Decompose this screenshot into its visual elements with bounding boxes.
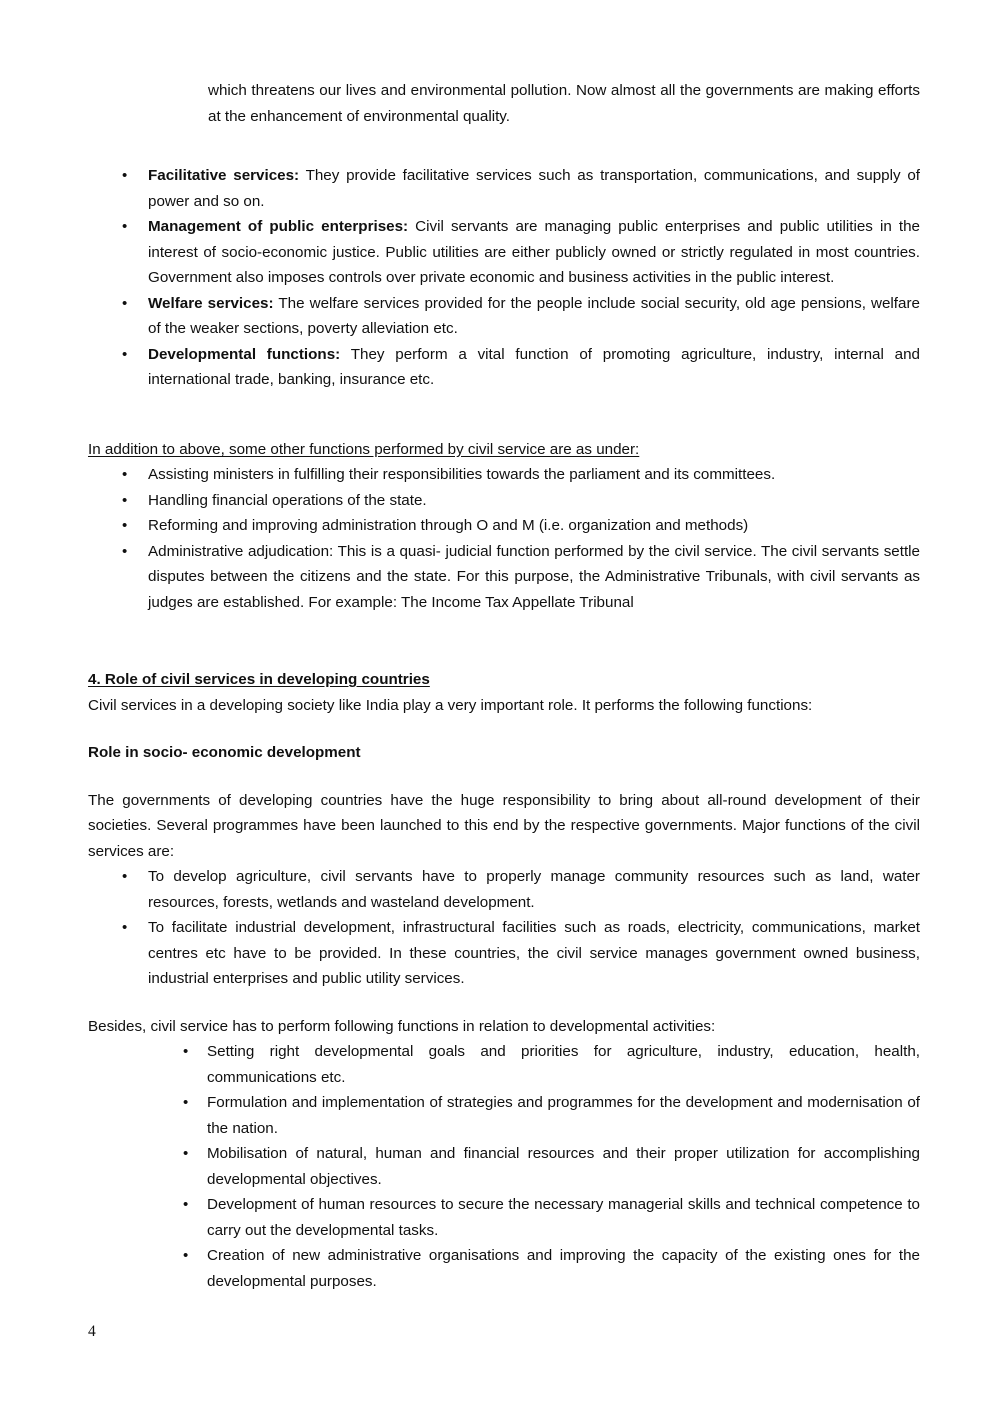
bullet-icon: • [122,542,128,560]
list-item-text: Handling financial operations of the state. [148,491,427,509]
section-intro-paragraph: Civil services in a developing society like India play a very important role. It performs the following functions: [88,696,813,714]
list-item [122,915,920,992]
bullet-icon: • [122,491,128,509]
list-item [122,488,920,514]
list-item [122,513,920,539]
list-item-text: Administrative adjudication: This is a quasi- judicial function performed by the civil service. The civil servants settle disputes between the citizens and the state. For this purpose, the Administrative Tribunals, with civil servants as judges are established. For example: The Income Tax Appellate Tribunal [148,542,920,611]
bullet-icon: • [183,1145,189,1162]
bullet-icon: • [122,218,128,235]
bullet-icon: • [183,1247,189,1264]
list-item [122,214,920,291]
page-content [88,78,920,1294]
list-item [122,462,920,488]
additional-functions-list [122,462,920,615]
list-item [183,1243,920,1294]
list-item [122,291,920,342]
subsection-paragraph: The governments of developing countries have the huge responsibility to bring about all-round development of their societies. Several programmes have been launched to this end by the respective governments. Major functions of the civil services are: [88,791,920,860]
list-item-text: Creation of new administrative organisations and improving the capacity of the existing ones for the developmental purposes. [207,1247,920,1290]
development-functions-list [122,864,920,992]
spacer [88,766,920,788]
list-item-text: The welfare services provided for the people include social security, old age pensions, welfare of the weaker sections, poverty alleviation etc. [148,294,920,337]
bullet-icon: • [122,466,128,483]
bullet-icon: • [122,868,128,885]
list-item-text: Reforming and improving administration through O and M (i.e. organization and methods) [148,517,749,534]
additional-functions-heading: In addition to above, some other functions performed by civil service are as under: [88,440,640,458]
list-item-lead: Welfare services: [148,294,274,312]
list-item [183,1090,920,1141]
section-heading: 4. Role of civil services in developing countries [88,671,430,688]
list-item [122,163,920,214]
bullet-icon: • [122,517,128,534]
subsection-heading: Role in socio- economic development [88,744,361,761]
list-item-text: Formulation and implementation of strategies and programmes for the development and modernisation of the nation. [207,1094,920,1137]
spacer [88,992,920,1014]
list-item-text: They perform a vital function of promoting agriculture, industry, internal and international trade, banking, insurance etc. [148,345,920,388]
list-item-text: Setting right developmental goals and priorities for agriculture, industry, education, health, communications etc. [207,1043,920,1086]
list-item-text: Civil servants are managing public enterprises and public utilities in the interest of socio-economic justice. Public utilities are either publicly owned or strictly regulated in most countries. Government also imposes controls over private economic and business activities in the public interest. [148,218,920,286]
list-item-text: To develop agriculture, civil servants have to properly manage community resources such as land, water resources, forests, wetlands and wasteland development. [148,868,920,911]
list-item-text: Mobilisation of natural, human and financial resources and their proper utilization for accomplishing developmental objectives. [207,1145,920,1188]
list-item [122,539,920,616]
bullet-icon: • [122,919,128,936]
spacer [88,129,920,163]
list-item-lead: Developmental functions: [148,345,341,363]
list-item-text: Assisting ministers in fulfilling their responsibilities towards the parliament and its committees. [148,466,776,483]
list-item [183,1039,920,1090]
bullet-icon: • [183,1094,189,1111]
list-item-text: Development of human resources to secure the necessary managerial skills and technical competence to carry out the developmental tasks. [207,1196,920,1239]
list-item-lead: Facilitative services: [148,167,300,184]
list-item-text: They provide facilitative services such as transportation, communications, and supply of power and so on. [148,167,920,210]
spacer [88,393,920,437]
spacer [88,615,920,667]
page-number: 4 [88,1323,96,1340]
bullet-icon: • [122,345,128,363]
list-item [122,864,920,915]
list-item-text: To facilitate industrial development, infrastructural facilities such as roads, electricity, communications, market centres etc have to be provided. In these countries, the civil service manages government owned business, industrial enterprises and public utility services. [148,919,920,987]
besides-line: Besides, civil service has to perform following functions in relation to developmental activities: [88,1017,716,1035]
besides-functions-list [183,1039,920,1294]
spacer [88,718,920,740]
functions-list [122,163,920,393]
bullet-icon: • [122,294,128,312]
bullet-icon: • [183,1043,189,1060]
bullet-icon: • [122,167,128,184]
list-item-lead: Management of public enterprises: [148,218,409,235]
list-item [122,342,920,393]
intro-paragraph: which threatens our lives and environmental pollution. Now almost all the governments are making efforts at the enhancement of environmental quality. [208,82,920,125]
list-item [183,1192,920,1243]
list-item [183,1141,920,1192]
bullet-icon: • [183,1196,189,1213]
